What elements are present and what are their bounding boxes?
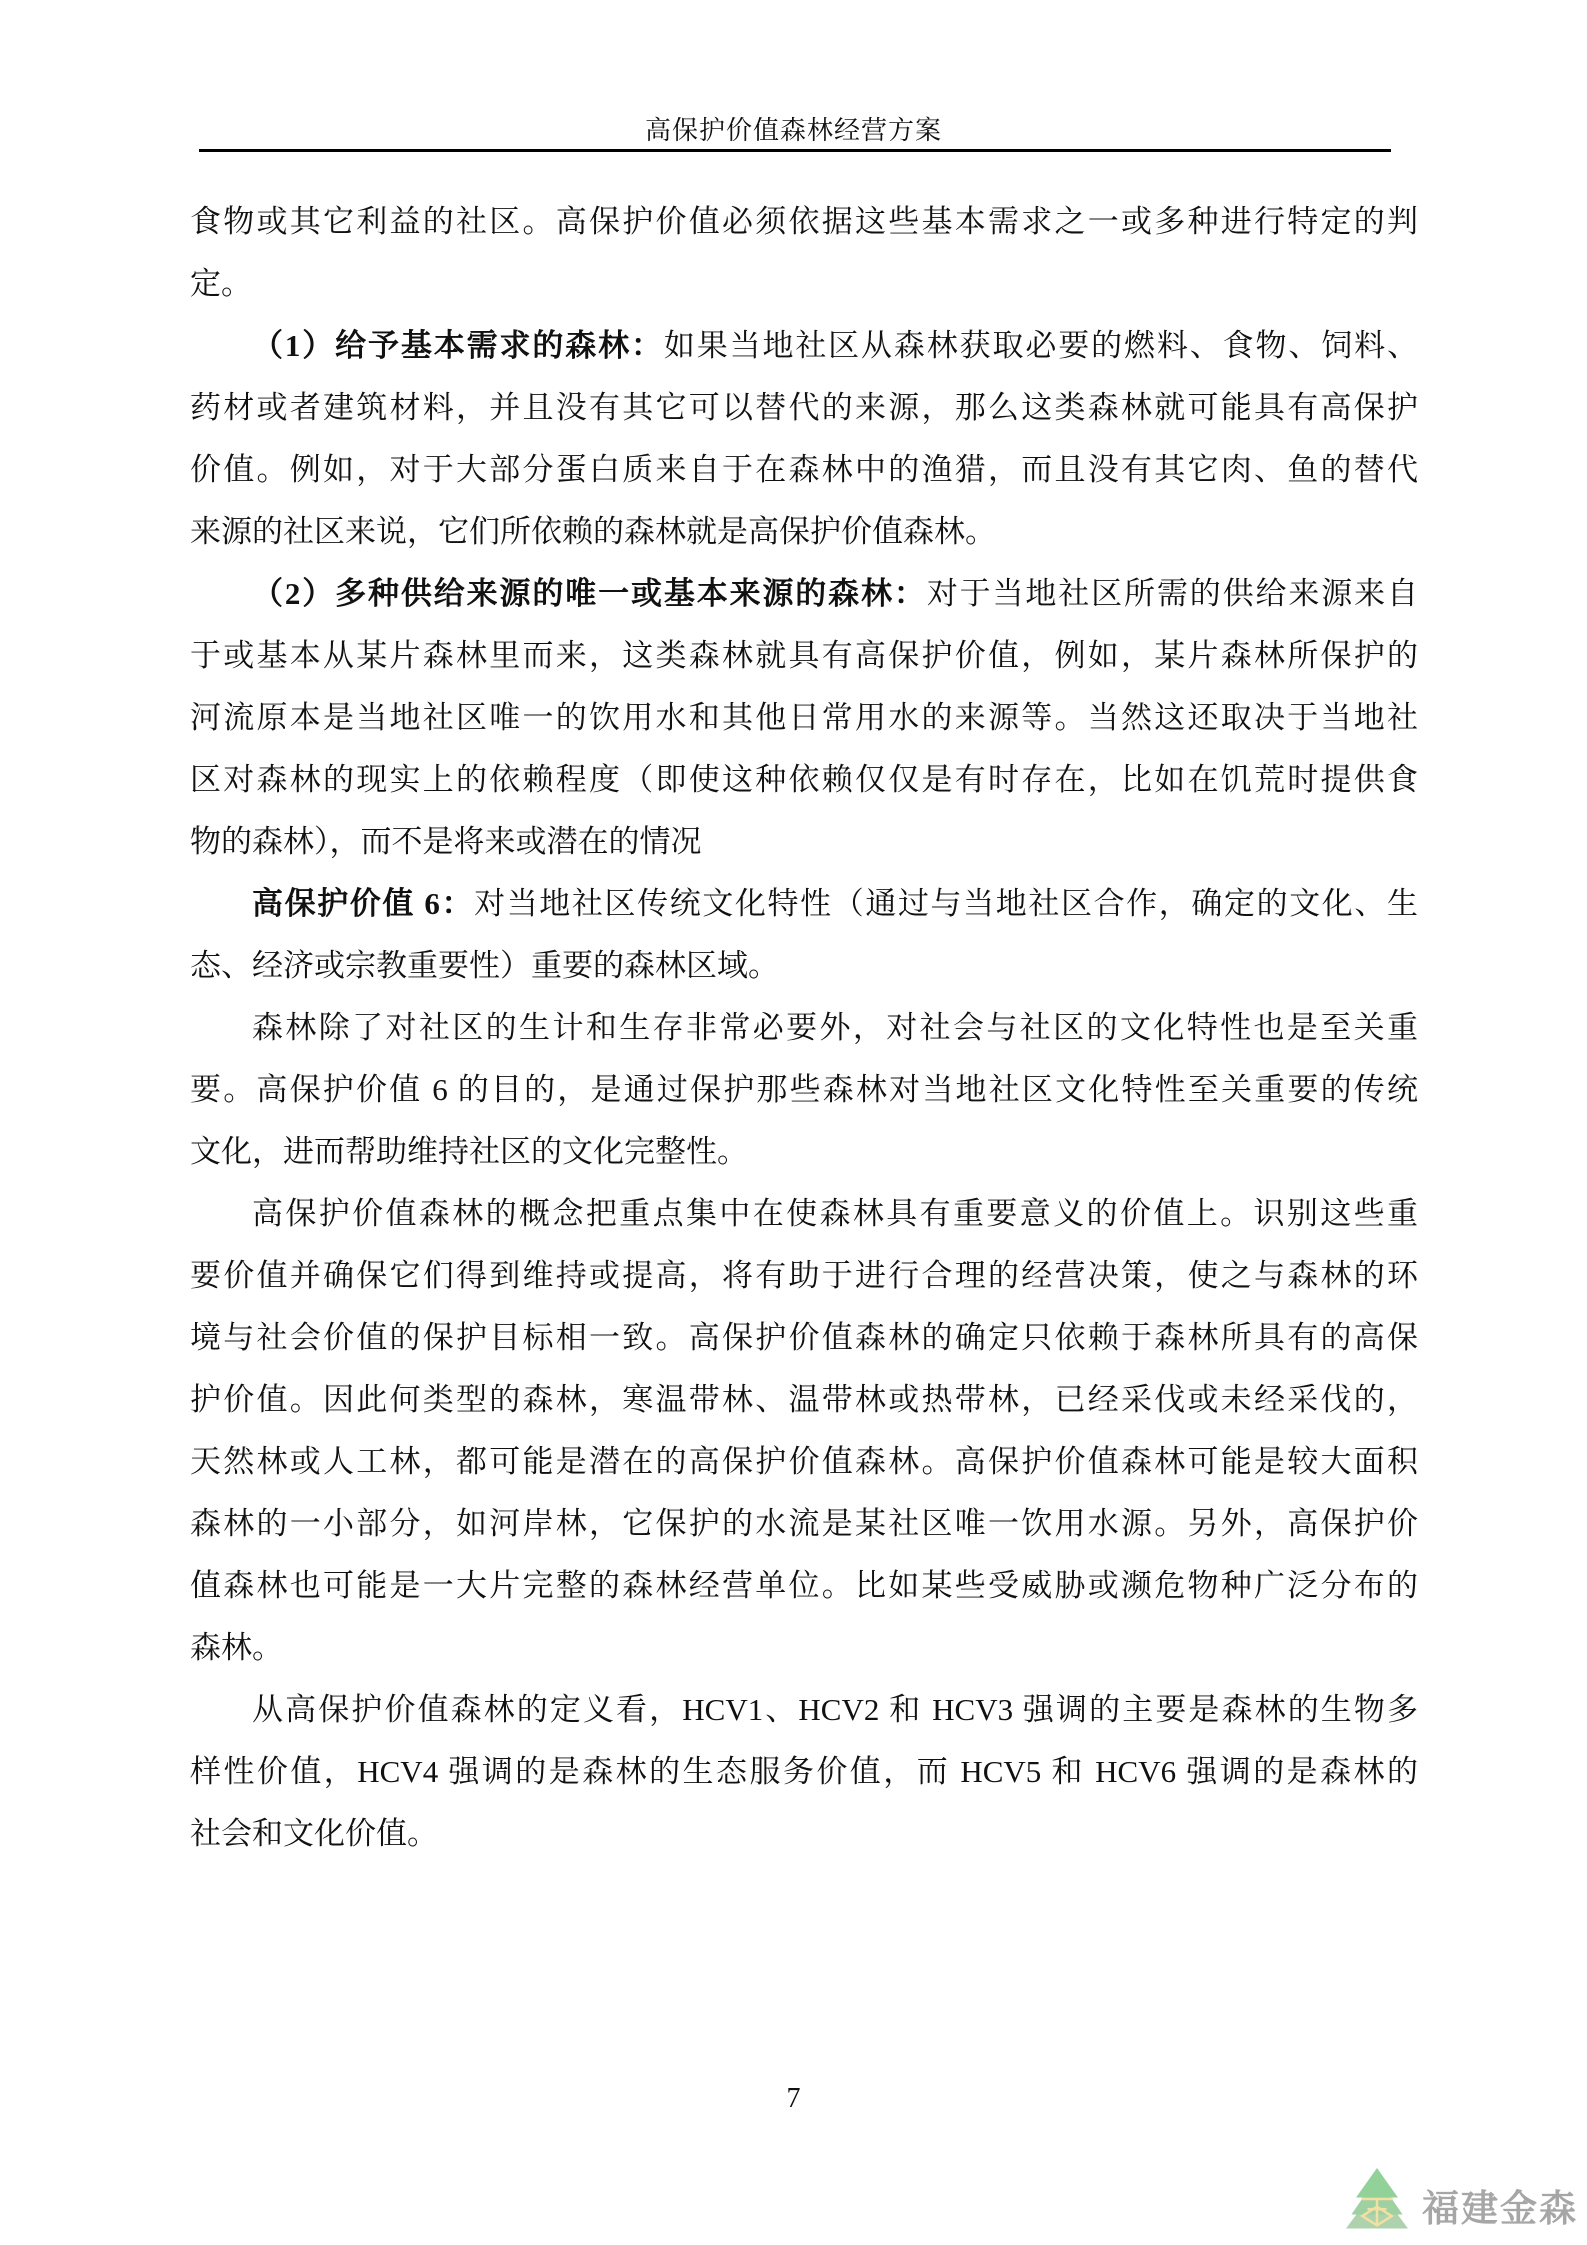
text-line (190, 1369, 1418, 1431)
text-line (190, 191, 1418, 253)
text-line (190, 1679, 1418, 1741)
text-segment: 样性价值，HCV4 强调的是森林的生态服务价值，而 HCV5 和 HCV6 强调的是森林的 (190, 1754, 1418, 1789)
text-segment: 定。 (190, 266, 252, 301)
text-segment: 来源的社区来说，它们所依赖的森林就是高保护价值森林。 (190, 514, 996, 549)
text-line (190, 1741, 1418, 1803)
text-line (190, 749, 1418, 811)
text-segment: 如果当地社区从森林获取必要的燃料、食物、饲料、 (663, 328, 1418, 363)
text-line (190, 873, 1418, 935)
text-line (190, 1493, 1418, 1555)
text-line (190, 501, 1418, 563)
text-segment: 天然林或人工林，都可能是潜在的高保护价值森林。高保护价值森林可能是较大面积 (190, 1444, 1418, 1479)
text-segment: 森林除了对社区的生计和生存非常必要外，对社会与社区的文化特性也是至关重 (252, 1010, 1418, 1045)
text-segment: 高保护价值森林的概念把重点集中在使森林具有重要意义的价值上。识别这些重 (252, 1196, 1418, 1231)
text-segment: 要价值并确保它们得到维持或提高，将有助于进行合理的经营决策，使之与森林的环 (190, 1258, 1418, 1293)
pine-tree-logo-icon (1346, 2160, 1408, 2238)
text-line (190, 439, 1418, 501)
text-line (190, 315, 1418, 377)
text-line (190, 1245, 1418, 1307)
text-segment: 对于当地社区所需的供给来源来自 (926, 576, 1419, 611)
text-line (190, 1431, 1418, 1493)
text-line (190, 253, 1418, 315)
text-line (190, 377, 1418, 439)
company-logo (1346, 2160, 1578, 2238)
text-segment: 河流原本是当地社区唯一的饮用水和其他日常用水的来源等。当然这还取决于当地社 (190, 700, 1418, 735)
text-line (190, 935, 1418, 997)
text-line (190, 811, 1418, 873)
text-line (190, 563, 1418, 625)
text-line (190, 1121, 1418, 1183)
document-body (190, 191, 1418, 1865)
text-segment: 于或基本从某片森林里而来，这类森林就具有高保护价值，例如，某片森林所保护的 (190, 638, 1418, 673)
text-segment: 值森林也可能是一大片完整的森林经营单位。比如某些受威胁或濒危物种广泛分布的 (190, 1568, 1418, 1603)
text-segment: 文化，进而帮助维持社区的文化完整性。 (190, 1134, 748, 1169)
text-line (190, 687, 1418, 749)
page-number: 7 (786, 2083, 801, 2114)
text-line (190, 1617, 1418, 1679)
text-line (190, 1059, 1418, 1121)
text-segment: 食物或其它利益的社区。高保护价值必须依据这些基本需求之一或多种进行特定的判 (190, 204, 1418, 239)
bold-text-segment: （1）给予基本需求的森林： (252, 328, 664, 363)
text-segment: 社会和文化价值。 (190, 1816, 438, 1851)
header-title: 高保护价值森林经营方案 (644, 116, 942, 145)
text-segment: 价值。例如，对于大部分蛋白质来自于在森林中的渔猎，而且没有其它肉、鱼的替代 (190, 452, 1418, 487)
bold-text-segment: （2）多种供给来源的唯一或基本来源的森林： (252, 576, 927, 611)
bold-text-segment: 高保护价值 6： (252, 886, 475, 921)
text-segment: 物的森林），而不是将来或潜在的情况 (190, 824, 702, 859)
text-segment: 对当地社区传统文化特性（通过与当地社区合作，确定的文化、生 (474, 886, 1419, 921)
text-line (190, 625, 1418, 687)
text-segment: 从高保护价值森林的定义看，HCV1、HCV2 和 HCV3 强调的主要是森林的生物多 (252, 1692, 1418, 1727)
text-line (190, 1307, 1418, 1369)
text-line (190, 997, 1418, 1059)
text-line (190, 1183, 1418, 1245)
text-line (190, 1555, 1418, 1617)
text-segment: 森林的一小部分，如河岸林，它保护的水流是某社区唯一饮用水源。另外，高保护价 (190, 1506, 1418, 1541)
text-segment: 区对森林的现实上的依赖程度（即使这种依赖仅仅是有时存在，比如在饥荒时提供食 (190, 762, 1418, 797)
text-segment: 护价值。因此何类型的森林，寒温带林、温带林或热带林，已经采伐或未经采伐的， (190, 1382, 1418, 1417)
text-segment: 药材或者建筑材料，并且没有其它可以替代的来源，那么这类森林就可能具有高保护 (190, 390, 1418, 425)
text-segment: 境与社会价值的保护目标相一致。高保护价值森林的确定只依赖于森林所具有的高保 (190, 1320, 1418, 1355)
text-segment: 森林。 (190, 1630, 283, 1665)
text-segment: 态、经济或宗教重要性）重要的森林区域。 (190, 948, 779, 983)
text-line (190, 1803, 1418, 1865)
header-rule (199, 149, 1391, 152)
text-segment: 要。高保护价值 6 的目的，是通过保护那些森林对当地社区文化特性至关重要的传统 (190, 1072, 1418, 1107)
logo-text: 福建金森 (1422, 2188, 1578, 2229)
